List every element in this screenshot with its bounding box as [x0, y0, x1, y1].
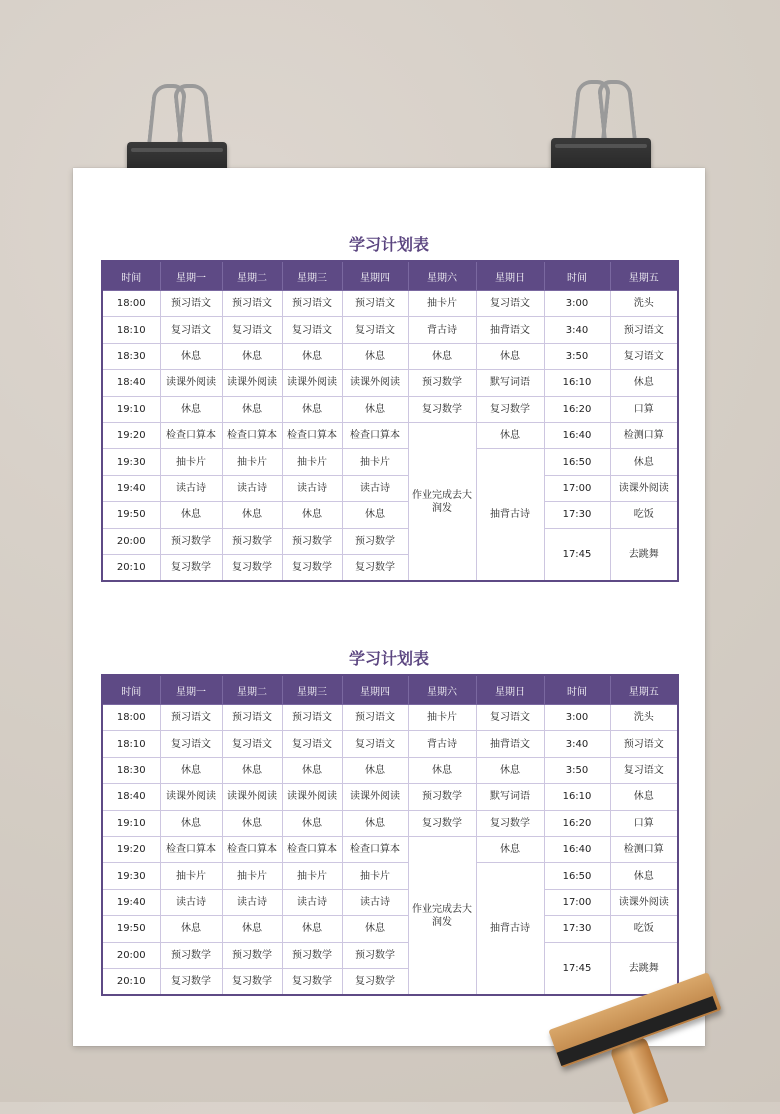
time-cell: 16:40: [544, 836, 610, 862]
column-header: 星期六: [408, 675, 476, 705]
table-row: [102, 705, 678, 731]
time-cell: 16:50: [544, 863, 610, 889]
column-header: 星期四: [342, 261, 408, 291]
time-cell: 19:30: [102, 863, 160, 889]
schedule-cell: 检查口算本: [222, 422, 282, 448]
schedule-cell: 休息: [282, 396, 342, 422]
time-cell: 3:50: [544, 757, 610, 783]
schedule-cell: 口算: [610, 396, 678, 422]
time-cell: 18:00: [102, 291, 160, 317]
schedule-cell: 休息: [342, 810, 408, 836]
schedule-cell: 休息: [476, 343, 544, 369]
schedule-cell: 读课外阅读: [160, 784, 222, 810]
time-cell: 19:30: [102, 449, 160, 475]
time-cell: 3:40: [544, 731, 610, 757]
schedule-cell: 预习语文: [610, 731, 678, 757]
schedule-cell: 复习语文: [160, 317, 222, 343]
time-cell: 20:10: [102, 968, 160, 995]
schedule-cell: 读课外阅读: [222, 370, 282, 396]
schedule-cell: 休息: [610, 863, 678, 889]
time-cell: 20:00: [102, 942, 160, 968]
table-row: [102, 396, 678, 422]
saturday-merged-cell: 作业完成去大润发: [408, 422, 476, 581]
time-cell: 19:40: [102, 475, 160, 501]
column-header: 星期一: [160, 261, 222, 291]
schedule-cell: 预习语文: [282, 705, 342, 731]
time-cell: 20:10: [102, 554, 160, 581]
schedule-cell: 读古诗: [222, 475, 282, 501]
column-header: 时间: [102, 675, 160, 705]
schedule-cell: 读古诗: [222, 889, 282, 915]
schedule-cell: 背古诗: [408, 731, 476, 757]
schedule-cell: 休息: [222, 810, 282, 836]
time-cell: 19:20: [102, 422, 160, 448]
time-cell: 18:40: [102, 370, 160, 396]
schedule-cell: 复习数学: [476, 810, 544, 836]
schedule-cell: 检测口算: [610, 422, 678, 448]
schedule-cell: 休息: [160, 502, 222, 528]
schedule-cell: 检查口算本: [342, 422, 408, 448]
time-cell: 19:10: [102, 396, 160, 422]
column-header: 星期五: [610, 261, 678, 291]
schedule-cell: 检查口算本: [342, 836, 408, 862]
schedule-cell: 休息: [342, 396, 408, 422]
schedule-cell: 复习语文: [342, 731, 408, 757]
schedule-cell: 复习语文: [610, 343, 678, 369]
table-row: [102, 757, 678, 783]
schedule-cell: 复习语文: [282, 731, 342, 757]
schedule-cell: 预习语文: [222, 705, 282, 731]
schedule-cell: 抽卡片: [282, 449, 342, 475]
plan-block-2: [101, 644, 677, 996]
schedule-cell: 预习语文: [342, 291, 408, 317]
schedule-cell: 复习语文: [222, 731, 282, 757]
schedule-cell: 检查口算本: [282, 422, 342, 448]
schedule-cell: 休息: [160, 343, 222, 369]
time-cell: 18:30: [102, 343, 160, 369]
time-cell: 18:40: [102, 784, 160, 810]
schedule-cell: 复习语文: [610, 757, 678, 783]
time-cell: 3:00: [544, 705, 610, 731]
schedule-cell: 预习数学: [342, 942, 408, 968]
schedule-cell: 预习数学: [160, 942, 222, 968]
column-header: 星期二: [222, 261, 282, 291]
schedule-cell: 复习语文: [282, 317, 342, 343]
table-row: [102, 422, 678, 448]
table-row: [102, 475, 678, 501]
schedule-cell: 读古诗: [282, 889, 342, 915]
time-cell: 16:50: [544, 449, 610, 475]
schedule-cell: 休息: [222, 396, 282, 422]
time-cell: 16:20: [544, 810, 610, 836]
schedule-cell: 休息: [342, 757, 408, 783]
schedule-cell: 默写词语: [476, 784, 544, 810]
plan-title: 学习计划表: [348, 649, 429, 668]
sunday-merged-cell: 抽背古诗: [476, 863, 544, 995]
paper-sheet: [73, 168, 705, 1046]
time-cell: 3:40: [544, 317, 610, 343]
column-header: 星期一: [160, 675, 222, 705]
saturday-merged-cell: 作业完成去大润发: [408, 836, 476, 995]
time-cell: 17:45: [544, 528, 610, 581]
schedule-cell: 抽卡片: [408, 705, 476, 731]
schedule-cell: 读古诗: [282, 475, 342, 501]
time-cell: 17:45: [544, 942, 610, 995]
schedule-cell: 抽卡片: [342, 449, 408, 475]
schedule-cell: 休息: [222, 502, 282, 528]
schedule-cell: 复习数学: [476, 396, 544, 422]
schedule-cell: 去跳舞: [610, 528, 678, 581]
schedule-cell: 预习数学: [408, 370, 476, 396]
table-row: [102, 863, 678, 889]
schedule-cell: 读课外阅读: [282, 784, 342, 810]
schedule-cell: 默写词语: [476, 370, 544, 396]
table-row: [102, 317, 678, 343]
schedule-cell: 休息: [282, 343, 342, 369]
schedule-cell: 吃饭: [610, 502, 678, 528]
table-row: [102, 528, 678, 554]
schedule-cell: 复习语文: [476, 291, 544, 317]
schedule-cell: 预习语文: [222, 291, 282, 317]
column-header: 时间: [544, 261, 610, 291]
plan-table: [101, 260, 679, 582]
time-cell: 16:20: [544, 396, 610, 422]
schedule-cell: 读课外阅读: [610, 889, 678, 915]
schedule-cell: 预习数学: [222, 528, 282, 554]
schedule-cell: 抽卡片: [160, 449, 222, 475]
schedule-cell: 复习语文: [476, 705, 544, 731]
schedule-cell: 休息: [610, 370, 678, 396]
schedule-cell: 休息: [282, 916, 342, 942]
schedule-cell: 预习数学: [222, 942, 282, 968]
schedule-cell: 休息: [610, 784, 678, 810]
schedule-cell: 复习语文: [160, 731, 222, 757]
table-row: [102, 942, 678, 968]
time-cell: 17:00: [544, 475, 610, 501]
column-header: 星期三: [282, 675, 342, 705]
plan-table: [101, 674, 679, 996]
schedule-cell: 预习数学: [408, 784, 476, 810]
time-cell: 19:40: [102, 889, 160, 915]
column-header: 星期三: [282, 261, 342, 291]
schedule-cell: 检查口算本: [282, 836, 342, 862]
schedule-cell: 复习数学: [222, 968, 282, 995]
schedule-cell: 复习数学: [160, 554, 222, 581]
schedule-cell: 预习语文: [610, 317, 678, 343]
schedule-cell: 洗头: [610, 705, 678, 731]
table-row: [102, 836, 678, 862]
schedule-cell: 去跳舞: [610, 942, 678, 995]
time-cell: 17:30: [544, 916, 610, 942]
schedule-cell: 读课外阅读: [342, 370, 408, 396]
column-header: 星期五: [610, 675, 678, 705]
schedule-cell: 抽背语文: [476, 317, 544, 343]
schedule-cell: 休息: [160, 757, 222, 783]
table-row: [102, 916, 678, 942]
time-cell: 3:50: [544, 343, 610, 369]
schedule-cell: 复习数学: [222, 554, 282, 581]
schedule-cell: 检查口算本: [160, 422, 222, 448]
schedule-cell: 休息: [160, 916, 222, 942]
header-row: [102, 675, 678, 705]
time-cell: 18:10: [102, 317, 160, 343]
schedule-cell: 休息: [282, 757, 342, 783]
schedule-cell: 休息: [160, 396, 222, 422]
schedule-cell: 检查口算本: [222, 836, 282, 862]
schedule-cell: 检测口算: [610, 836, 678, 862]
schedule-cell: 复习语文: [342, 317, 408, 343]
table-row: [102, 502, 678, 528]
column-header: 时间: [544, 675, 610, 705]
table-row: [102, 784, 678, 810]
schedule-cell: 休息: [342, 343, 408, 369]
column-header: 星期日: [476, 675, 544, 705]
table-row: [102, 370, 678, 396]
schedule-cell: 抽卡片: [160, 863, 222, 889]
plan-block-1: [101, 230, 677, 582]
schedule-cell: 预习数学: [342, 528, 408, 554]
schedule-cell: 复习数学: [342, 968, 408, 995]
schedule-cell: 休息: [408, 343, 476, 369]
table-row: [102, 291, 678, 317]
schedule-cell: 休息: [222, 916, 282, 942]
sunday-merged-cell: 抽背古诗: [476, 449, 544, 581]
header-row: [102, 261, 678, 291]
schedule-cell: 抽背语文: [476, 731, 544, 757]
column-header: 星期二: [222, 675, 282, 705]
schedule-cell: 预习数学: [282, 942, 342, 968]
schedule-cell: 休息: [610, 449, 678, 475]
schedule-cell: 休息: [222, 757, 282, 783]
schedule-cell: 抽卡片: [408, 291, 476, 317]
schedule-cell: 预习语文: [282, 291, 342, 317]
schedule-cell: 休息: [476, 757, 544, 783]
schedule-cell: 读课外阅读: [282, 370, 342, 396]
time-cell: 16:40: [544, 422, 610, 448]
schedule-cell: 读课外阅读: [342, 784, 408, 810]
schedule-cell: 吃饭: [610, 916, 678, 942]
schedule-cell: 读古诗: [342, 475, 408, 501]
time-cell: 19:50: [102, 502, 160, 528]
sunday-rest-cell: 休息: [476, 836, 544, 862]
schedule-cell: 读课外阅读: [222, 784, 282, 810]
schedule-cell: 休息: [282, 502, 342, 528]
sunday-rest-cell: 休息: [476, 422, 544, 448]
schedule-cell: 读课外阅读: [160, 370, 222, 396]
table-row: [102, 810, 678, 836]
schedule-cell: 口算: [610, 810, 678, 836]
time-cell: 16:10: [544, 370, 610, 396]
schedule-cell: 复习数学: [408, 810, 476, 836]
schedule-cell: 预习语文: [342, 705, 408, 731]
schedule-cell: 休息: [408, 757, 476, 783]
time-cell: 19:20: [102, 836, 160, 862]
schedule-cell: 抽卡片: [342, 863, 408, 889]
schedule-cell: 预习语文: [160, 705, 222, 731]
table-row: [102, 889, 678, 915]
schedule-cell: 复习语文: [222, 317, 282, 343]
schedule-cell: 抽卡片: [222, 863, 282, 889]
schedule-cell: 读课外阅读: [610, 475, 678, 501]
time-cell: 18:00: [102, 705, 160, 731]
time-cell: 17:30: [544, 502, 610, 528]
schedule-cell: 预习数学: [282, 528, 342, 554]
column-header: 星期日: [476, 261, 544, 291]
schedule-cell: 检查口算本: [160, 836, 222, 862]
time-cell: 18:10: [102, 731, 160, 757]
time-cell: 19:10: [102, 810, 160, 836]
schedule-cell: 抽卡片: [222, 449, 282, 475]
schedule-cell: 洗头: [610, 291, 678, 317]
schedule-cell: 预习语文: [160, 291, 222, 317]
time-cell: 16:10: [544, 784, 610, 810]
schedule-cell: 读古诗: [160, 475, 222, 501]
schedule-cell: 休息: [282, 810, 342, 836]
time-cell: 3:00: [544, 291, 610, 317]
schedule-cell: 背古诗: [408, 317, 476, 343]
wooden-stamp: [530, 980, 780, 1102]
schedule-cell: 复习数学: [160, 968, 222, 995]
schedule-cell: 读古诗: [342, 889, 408, 915]
schedule-cell: 休息: [342, 502, 408, 528]
schedule-cell: 休息: [342, 916, 408, 942]
table-row: [102, 449, 678, 475]
table-row: [102, 343, 678, 369]
column-header: 星期六: [408, 261, 476, 291]
schedule-cell: 读古诗: [160, 889, 222, 915]
time-cell: 19:50: [102, 916, 160, 942]
schedule-cell: 复习数学: [282, 968, 342, 995]
schedule-cell: 复习数学: [342, 554, 408, 581]
schedule-cell: 复习数学: [408, 396, 476, 422]
plan-title: 学习计划表: [348, 235, 429, 254]
schedule-cell: 休息: [222, 343, 282, 369]
time-cell: 18:30: [102, 757, 160, 783]
time-cell: 20:00: [102, 528, 160, 554]
schedule-cell: 休息: [160, 810, 222, 836]
column-header: 时间: [102, 261, 160, 291]
time-cell: 17:00: [544, 889, 610, 915]
schedule-cell: 预习数学: [160, 528, 222, 554]
schedule-cell: 复习数学: [282, 554, 342, 581]
schedule-cell: 抽卡片: [282, 863, 342, 889]
column-header: 星期四: [342, 675, 408, 705]
table-row: [102, 731, 678, 757]
